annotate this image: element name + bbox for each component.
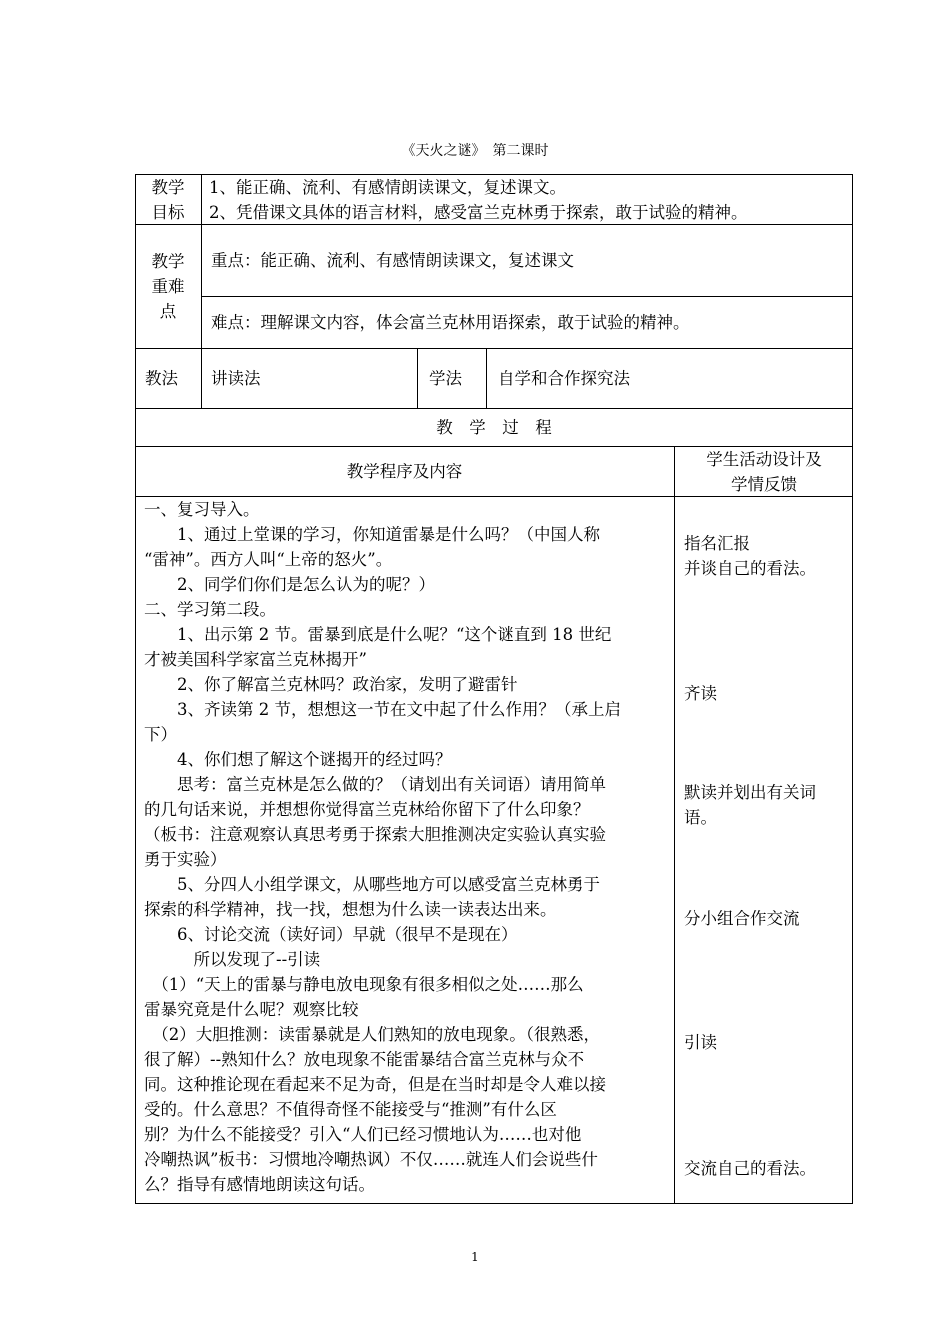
content-line: 所以发现了--引读 — [144, 950, 321, 969]
activity-line: 并谈自己的看法。 — [684, 559, 816, 578]
teach-method-value: 讲读法 — [211, 369, 261, 388]
column-header-program: 教学程序及内容 — [346, 462, 463, 481]
content-line: 才被美国科学家富兰克林揭开” — [144, 650, 367, 669]
activity-read-together: 齐读 — [684, 684, 717, 703]
activity-report — [684, 531, 816, 581]
focus-label-line: 重难 — [151, 277, 185, 296]
table-rule — [135, 1203, 853, 1204]
goals-label-line: 目标 — [151, 203, 185, 222]
content-line: 1、出示第 2 节。雷暴到底是什么呢？“这个谜直到 18 世纪 — [144, 625, 612, 644]
table-rule — [417, 348, 418, 408]
difficulty: 难点：理解课文内容，体会富兰克林用语探索，敢于试验的精神。 — [211, 313, 690, 332]
content-line: 思考：富兰克林是怎么做的？（请划出有关词语）请用简单 — [144, 775, 606, 794]
content-line: 一、复习导入。 — [144, 500, 260, 519]
content-line: （板书：注意观察认真思考勇于探索大胆推测决定实验认真实验 — [144, 825, 606, 844]
goals-content — [209, 175, 849, 225]
goal-item: 2、凭借课文具体的语言材料，感受富兰克林勇于探索，敢于试验的精神。 — [209, 203, 748, 222]
content-line: 3、齐读第 2 节，想想这一节在文中起了什么作用？（承上启 — [144, 700, 621, 719]
teach-method-label: 教法 — [145, 369, 178, 388]
content-line: 二、学习第二段。 — [144, 600, 276, 619]
activity-share-views: 交流自己的看法。 — [684, 1159, 816, 1178]
table-rule — [135, 408, 853, 409]
content-line: 受的。什么意思？不值得奇怪不能接受与“推测”有什么区 — [144, 1100, 557, 1119]
content-line: （2）大胆推测：读雷暴就是人们熟知的放电现象。（很熟悉， — [144, 1025, 600, 1044]
learn-method-label: 学法 — [429, 369, 462, 388]
content-line: （1）“天上的雷暴与静电放电现象有很多相似之处……那么 — [144, 975, 584, 994]
content-line: 6、讨论交流（读好词）早就（很早不是现在） — [144, 925, 518, 944]
activity-group-discussion: 分小组合作交流 — [684, 909, 800, 928]
table-rule — [201, 296, 853, 297]
process-header: 教 学 过 程 — [436, 418, 552, 437]
activity-guided-reading: 引读 — [684, 1033, 717, 1052]
column-header-student-line: 学生活动设计及 — [706, 450, 822, 469]
content-line: 的几句话来说，并想想你觉得富兰克林给你留下了什么印象？ — [144, 800, 590, 819]
content-line: 勇于实验） — [144, 850, 227, 869]
content-line: “雷神”。西方人叫“上帝的怒火”。 — [144, 550, 393, 569]
goals-label-line: 教学 — [151, 178, 185, 197]
activity-line: 语。 — [684, 808, 717, 827]
table-rule — [486, 348, 487, 408]
table-rule — [201, 174, 202, 408]
content-line: 么？指导有感情地朗读这句话。 — [144, 1175, 375, 1194]
key-point: 重点：能正确、流利、有感情朗读课文，复述课文 — [211, 251, 574, 270]
content-line: 1、通过上堂课的学习，你知道雷暴是什么吗？（中国人称 — [144, 525, 600, 544]
goals-label — [135, 175, 201, 225]
table-rule — [135, 174, 136, 1204]
content-line: 下） — [144, 725, 177, 744]
content-line: 探索的科学精神，找一找，想想为什么读一读表达出来。 — [144, 900, 557, 919]
focus-label-line: 教学 — [151, 252, 185, 271]
focus-label-line: 点 — [159, 302, 177, 321]
page-title: 《天火之谜》 第二课时 — [401, 143, 549, 159]
column-header-student — [675, 447, 853, 497]
content-line: 2、你了解富兰克林吗？政治家，发明了避雷针 — [144, 675, 518, 694]
table-rule — [135, 348, 853, 349]
activity-line: 指名汇报 — [684, 534, 750, 553]
learn-method-value: 自学和合作探究法 — [498, 369, 630, 388]
content-line: 冷嘲热讽”板书：习惯地冷嘲热讽）不仅……就连人们会说些什 — [144, 1150, 598, 1169]
lesson-plan-table — [135, 174, 853, 1204]
content-line: 雷暴究竟是什么呢？观察比较 — [144, 1000, 359, 1019]
page-number: 1 — [471, 1250, 479, 1264]
goal-item: 1、能正确、流利、有感情朗读课文，复述课文。 — [209, 178, 566, 197]
content-line: 5、分四人小组学课文，从哪些地方可以感受富兰克林勇于 — [144, 875, 600, 894]
teaching-content — [144, 497, 672, 1197]
content-line: 2、同学们你们是怎么认为的呢？） — [144, 575, 435, 594]
column-header-student-line: 学情反馈 — [731, 475, 797, 494]
activity-silent-read — [684, 780, 816, 830]
focus-label — [135, 249, 201, 324]
table-rule — [674, 446, 675, 1203]
content-line: 同。这种推论现在看起来不足为奇，但是在当时却是令人难以接 — [144, 1075, 606, 1094]
content-line: 4、你们想了解这个谜揭开的经过吗？ — [144, 750, 452, 769]
content-line: 别？为什么不能接受？引入“人们已经习惯地认为……也对他 — [144, 1125, 582, 1144]
activity-line: 默读并划出有关词 — [684, 783, 816, 802]
table-rule — [852, 174, 853, 1204]
content-line: 很了解）--熟知什么？放电现象不能雷暴结合富兰克林与众不 — [144, 1050, 585, 1069]
